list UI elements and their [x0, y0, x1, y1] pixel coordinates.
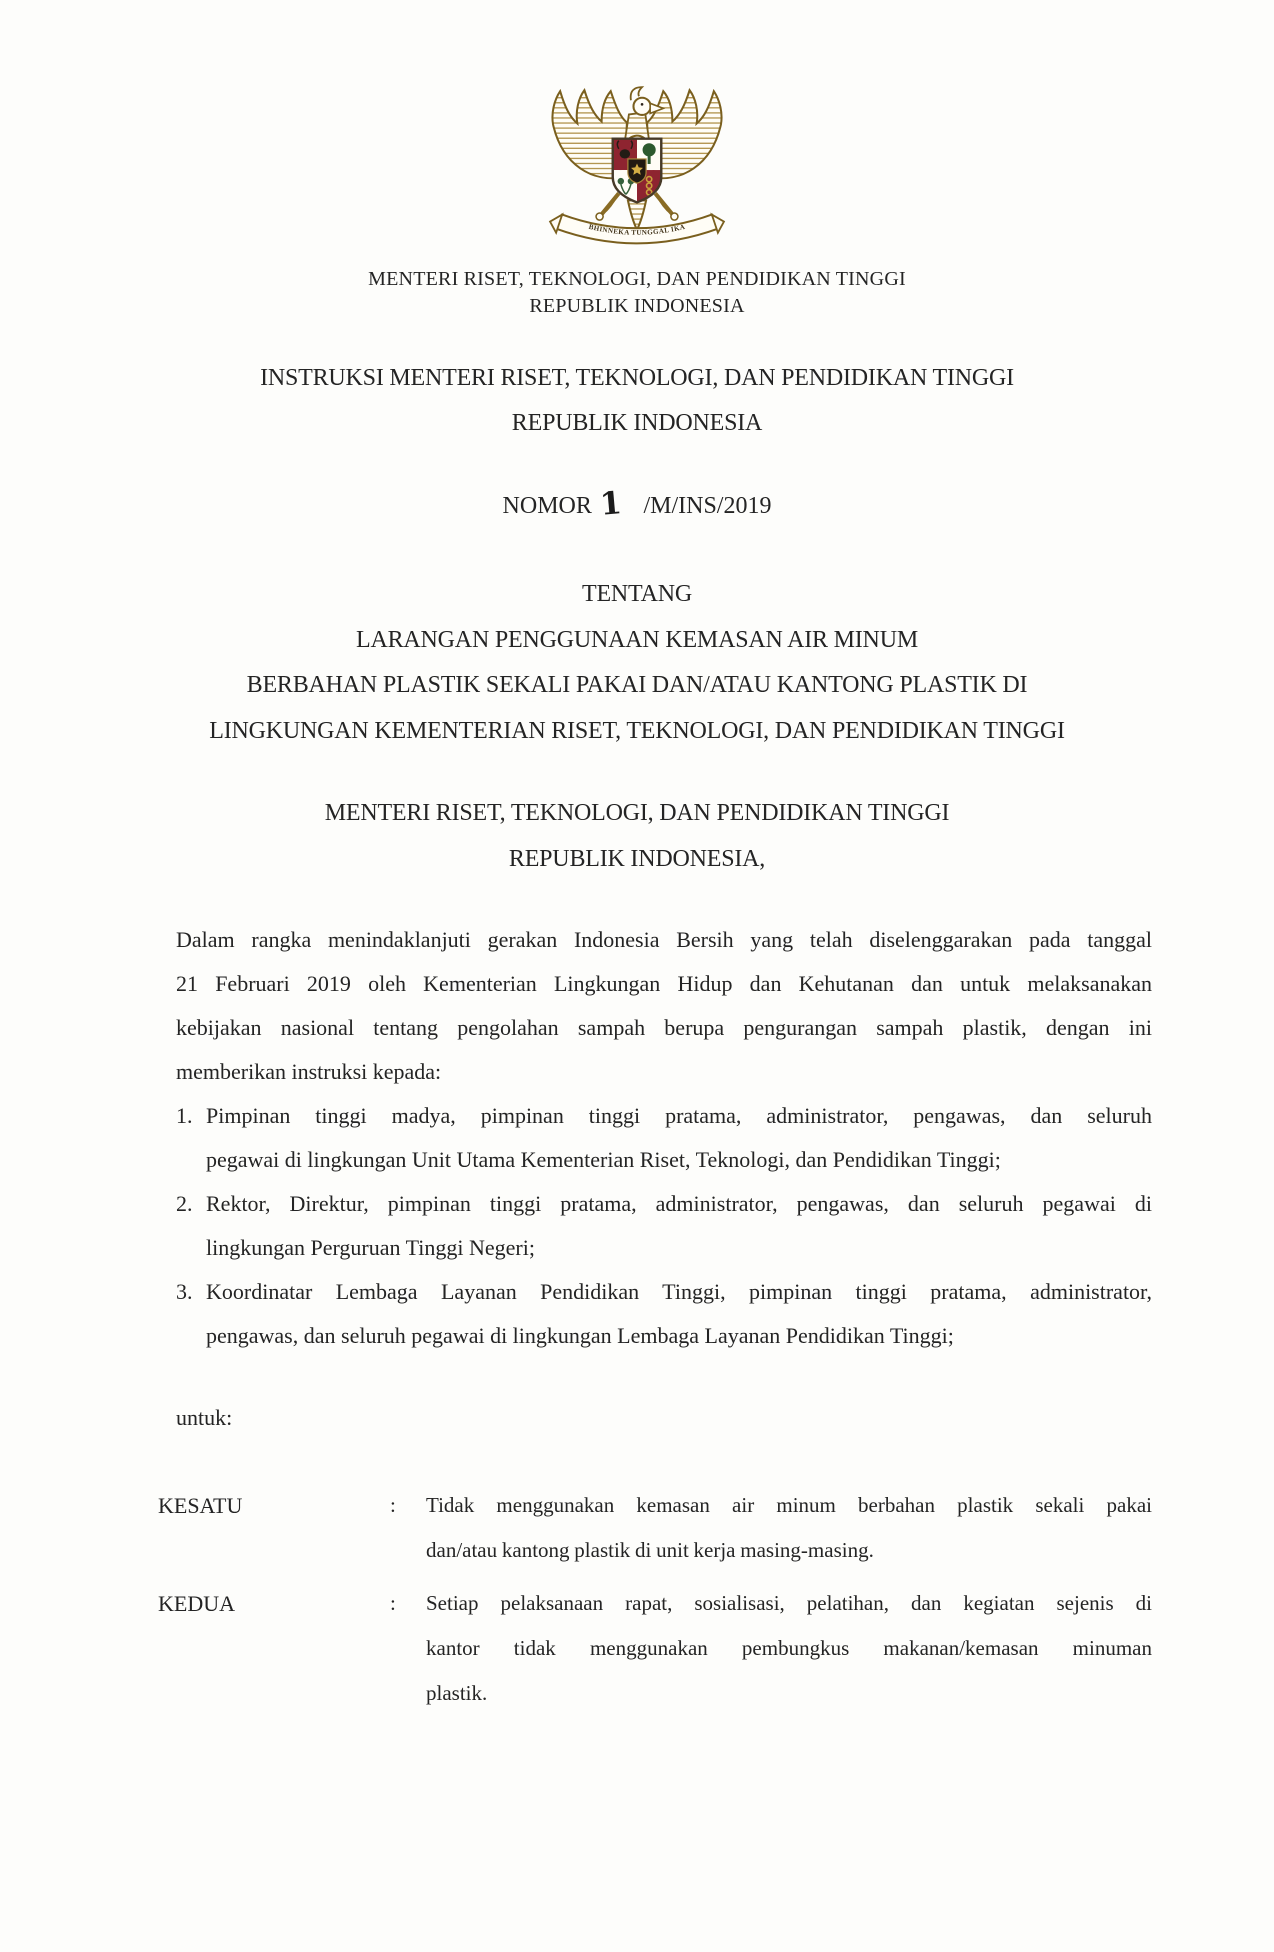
directive-line: plastik. [426, 1681, 488, 1705]
document-title [0, 356, 1274, 446]
directive-line: dan/atau kantong plastik di unit kerja masing-masing. [426, 1538, 874, 1562]
list-item [176, 1182, 1152, 1270]
list-item [176, 1094, 1152, 1182]
directive-kedua [158, 1581, 1152, 1716]
list-item-line: lingkungan Perguruan Tinggi Negeri; [206, 1235, 535, 1260]
directive-separator: : [390, 1591, 396, 1615]
list-item-line: pegawai di lingkungan Unit Utama Kementerian Riset, Teknologi, dan Pendidikan Tinggi; [206, 1147, 1001, 1172]
directive-line: Tidak menggunakan kemasan air minum berbahan plastik sekali pakai [426, 1493, 1152, 1517]
preamble-line: Dalam rangka menindaklanjuti gerakan Indonesia Bersih yang telah diselenggarakan pada tanggal [176, 927, 1152, 952]
number-suffix: /M/INS/2019 [643, 493, 772, 519]
subject-label: TENTANG [582, 581, 692, 607]
directive-separator: : [390, 1493, 396, 1517]
preamble-line: kebijakan nasional tentang pengolahan sampah berupa pengurangan sampah plastik, dengan ini [176, 1015, 1152, 1040]
list-item-number: 2. [176, 1191, 193, 1216]
letterhead [0, 266, 1274, 320]
subject-block [0, 572, 1274, 754]
directives-block [158, 1483, 1152, 1724]
untuk-label: untuk: [176, 1405, 233, 1430]
directive-line: kantor tidak menggunakan pembungkus makanan/kemasan minuman [426, 1636, 1152, 1660]
directive-label: KEDUA [158, 1591, 235, 1616]
list-item [176, 1270, 1152, 1358]
document-number [0, 486, 1274, 523]
list-item-line: pengawas, dan seluruh pegawai di lingkungan Lembaga Layanan Pendidikan Tinggi; [206, 1323, 954, 1348]
garuda-pancasila-emblem [546, 80, 728, 252]
document-title-line2: REPUBLIK INDONESIA [511, 410, 763, 436]
emblem-banner-text: BHINNEKA TUNGGAL IKA [587, 222, 687, 237]
number-prefix: NOMOR [502, 493, 592, 519]
letterhead-line2: REPUBLIK INDONESIA [529, 295, 745, 317]
directive-text [426, 1483, 1152, 1573]
issuer-line2: REPUBLIK INDONESIA, [508, 846, 766, 872]
directive-kesatu [158, 1483, 1152, 1573]
directive-line: Setiap pelaksanaan rapat, sosialisasi, pelatihan, dan kegiatan sejenis di [426, 1591, 1152, 1615]
issuer-line1: MENTERI RISET, TEKNOLOGI, DAN PENDIDIKAN TINGGI [324, 800, 950, 826]
subject-line: BERBAHAN PLASTIK SEKALI PAKAI DAN/ATAU KANTONG PLASTIK DI [246, 672, 1028, 698]
preamble-paragraph [176, 918, 1152, 1094]
list-item-line: Pimpinan tinggi madya, pimpinan tinggi pratama, administrator, pengawas, dan seluruh [206, 1103, 1152, 1128]
directive-label: KESATU [158, 1493, 243, 1518]
preamble-line: memberikan instruksi kepada: [176, 1059, 442, 1084]
issuer-block [0, 790, 1274, 882]
list-item-number: 3. [176, 1279, 193, 1304]
document-title-line1: INSTRUKSI MENTERI RISET, TEKNOLOGI, DAN PENDIDIKAN TINGGI [260, 365, 1014, 391]
preamble-line: 21 Februari 2019 oleh Kementerian Lingkungan Hidup dan Kehutanan dan untuk melaksanakan [176, 971, 1152, 996]
subject-line: LINGKUNGAN KEMENTERIAN RISET, TEKNOLOGI, DAN PENDIDIKAN TINGGI [209, 717, 1065, 744]
letterhead-line1: MENTERI RISET, TEKNOLOGI, DAN PENDIDIKAN TINGGI [368, 268, 906, 290]
subject-line: LARANGAN PENGGUNAAN KEMASAN AIR MINUM [356, 626, 918, 653]
list-item-line: Koordinatar Lembaga Layanan Pendidikan Tinggi, pimpinan tinggi pratama, administrator, [206, 1279, 1152, 1304]
recipient-list [176, 1094, 1152, 1358]
list-item-number: 1. [176, 1103, 193, 1128]
handwritten-number: 1 [598, 485, 624, 523]
directive-text [426, 1581, 1152, 1716]
list-item-line: Rektor, Direktur, pimpinan tinggi pratama, administrator, pengawas, dan seluruh pegawai di [206, 1191, 1152, 1216]
